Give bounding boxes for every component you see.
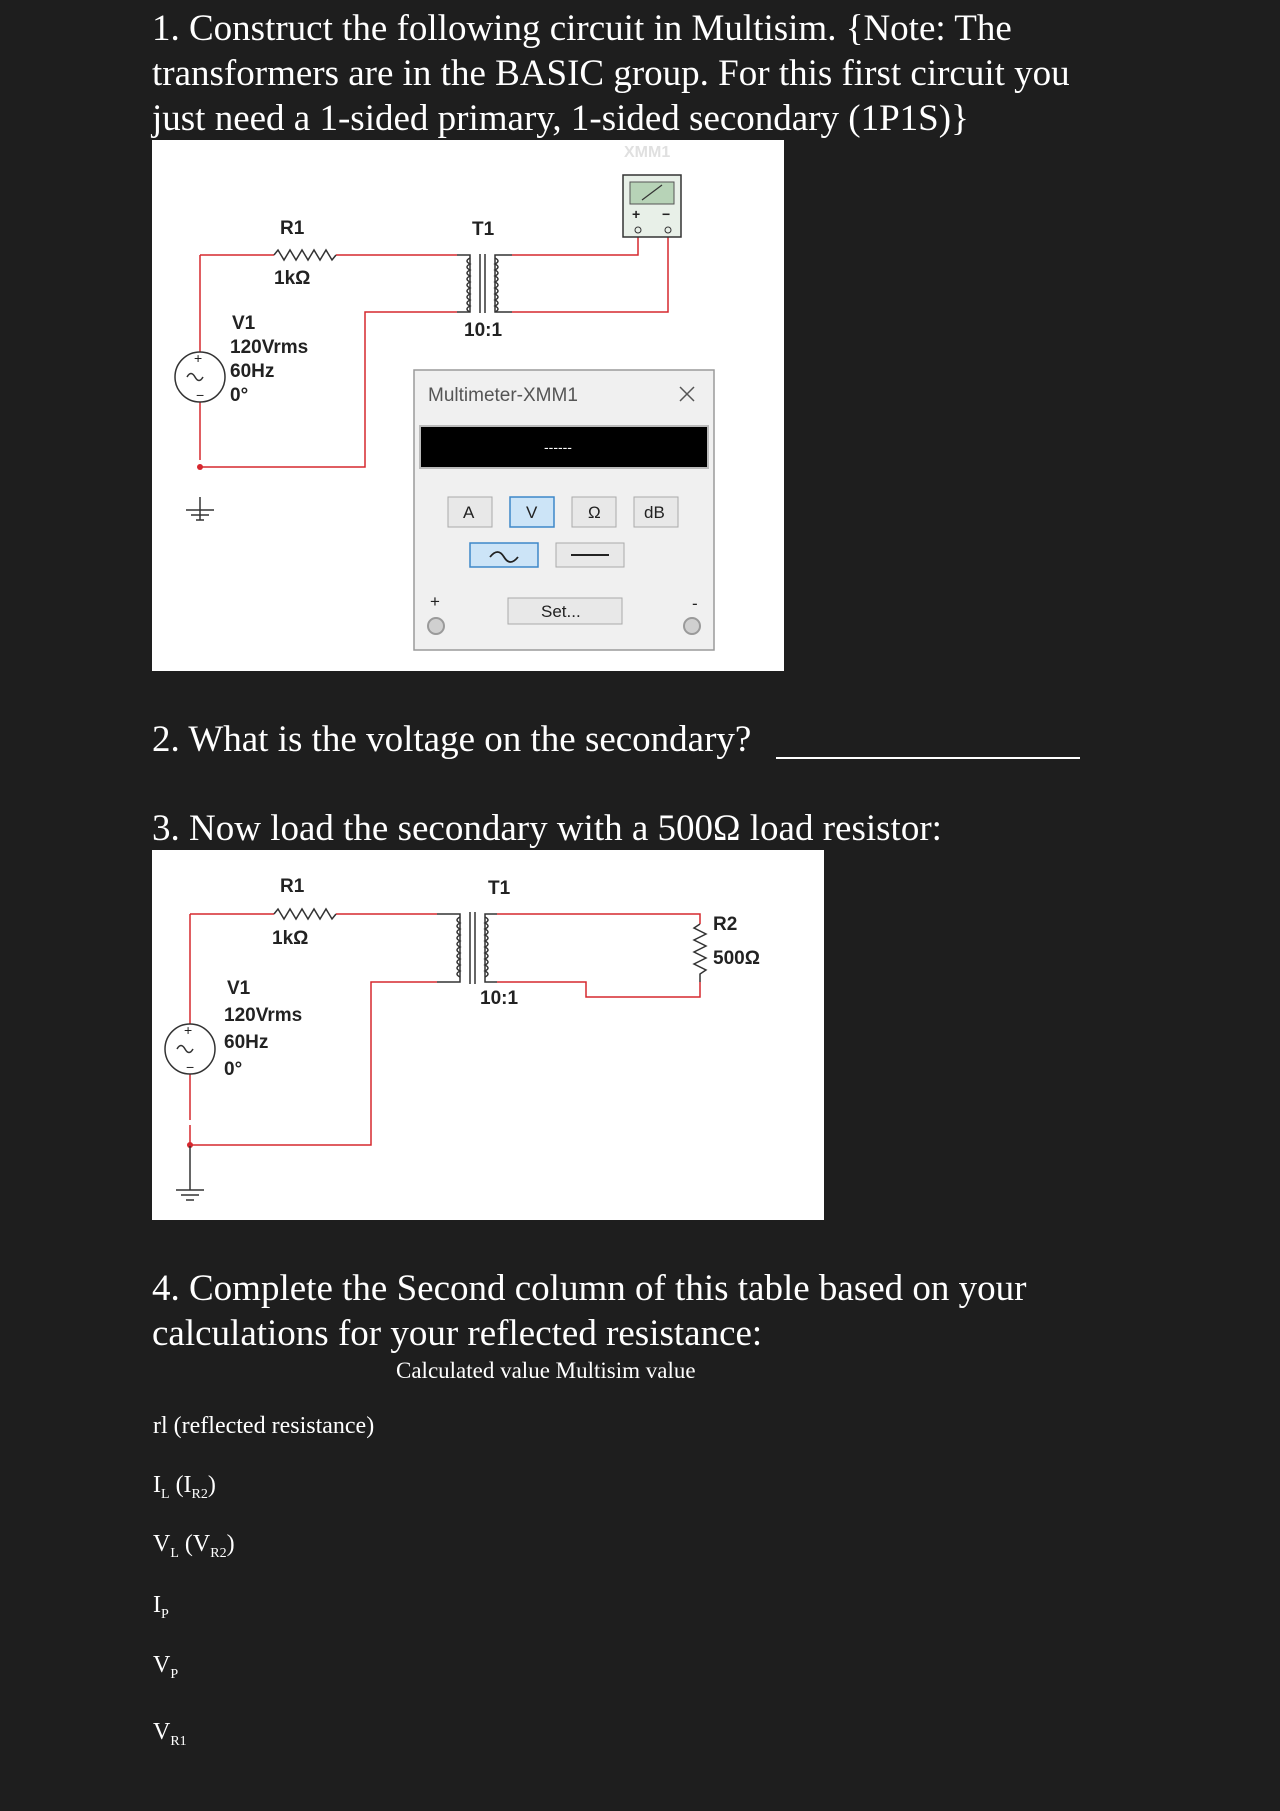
row-label-sub: P: [170, 1666, 179, 1682]
multimeter-icon: [623, 175, 681, 237]
source-phase: 0°: [224, 1059, 243, 1080]
column-calculated: Calculated value: [396, 1358, 550, 1383]
row-label: I: [153, 1472, 161, 1498]
svg-text:+: +: [184, 1022, 193, 1038]
resistor-r1-icon: [274, 909, 336, 919]
source-voltage: 120Vrms: [230, 337, 309, 358]
answer-line[interactable]: [776, 757, 1080, 759]
decibel-button[interactable]: [634, 497, 678, 527]
t1-ref: T1: [488, 878, 511, 899]
row-label-end: ): [207, 1472, 216, 1498]
row-label: rl (reflected resistance): [153, 1413, 375, 1439]
wire-secondary-bottom: [497, 982, 700, 997]
row-label-sub: L: [161, 1486, 170, 1502]
ac-source-icon: [165, 1022, 215, 1075]
svg-text:+: +: [632, 206, 641, 222]
table-row-ip: [153, 1592, 169, 1623]
table-row-il: [153, 1472, 216, 1503]
wire-secondary-bottom: [512, 237, 668, 312]
source-ref: V1: [227, 978, 251, 999]
r1-ref: R1: [280, 876, 305, 897]
display-readout: ------: [544, 439, 572, 455]
question-4: [152, 1266, 1112, 1356]
voltmeter-button[interactable]: [510, 497, 554, 527]
row-label-sub2: R2: [210, 1545, 227, 1561]
question-1-line-2: transformers are in the BASIC group. For this first circuit you: [152, 53, 1070, 94]
resistor-r2-icon: [694, 924, 706, 982]
set-button[interactable]: [508, 598, 622, 624]
circuit-2-diagram: [152, 850, 824, 1220]
svg-text:−: −: [662, 206, 671, 222]
wire-secondary-top: [497, 914, 700, 924]
source-phase: 0°: [230, 385, 249, 406]
ground-icon: [176, 1190, 204, 1200]
svg-text:−: −: [196, 387, 205, 403]
plus-terminal-label: +: [430, 592, 440, 611]
table-header: [396, 1358, 696, 1384]
source-frequency: 60Hz: [230, 361, 275, 382]
plus-terminal[interactable]: [428, 618, 444, 634]
t1-ratio: 10:1: [480, 988, 519, 1009]
row-label-sub: P: [161, 1606, 169, 1622]
svg-text:+: +: [194, 350, 203, 366]
row-label: V: [153, 1531, 171, 1557]
meter-ref: XMM1: [624, 144, 671, 161]
r1-ref: R1: [280, 218, 305, 239]
row-label: V: [153, 1652, 171, 1678]
table-row-vp: [153, 1652, 178, 1683]
circuit-2-screenshot: [152, 850, 824, 1220]
question-1-line-1: 1. Construct the following circuit in Multisim. {Note: The: [152, 8, 1012, 49]
table-row-reflected-resistance: [153, 1413, 374, 1440]
circuit-1-diagram: [152, 140, 784, 671]
t1-ref: T1: [472, 219, 495, 240]
minus-terminal-label: -: [692, 594, 698, 613]
ammeter-button[interactable]: [448, 497, 492, 527]
question-4-line-1: 4. Complete the Second column of this table based on your: [152, 1268, 1027, 1309]
ammeter-label: A: [463, 503, 475, 522]
set-label: Set...: [541, 602, 581, 621]
ohmmeter-button[interactable]: [572, 497, 616, 527]
row-label-end: ): [226, 1531, 235, 1557]
wire-secondary-top: [512, 237, 638, 255]
svg-text:−: −: [186, 1059, 195, 1075]
question-3: 3. Now load the secondary with a 500Ω load resistor:: [152, 808, 942, 849]
t1-ratio: 10:1: [464, 320, 503, 341]
transformer-t1-icon: [437, 912, 497, 984]
r1-value: 1kΩ: [274, 268, 311, 289]
circuit-1-screenshot: [152, 140, 784, 671]
source-voltage: 120Vrms: [224, 1005, 303, 1026]
row-label-rest: (I: [169, 1472, 192, 1498]
r1-value: 1kΩ: [272, 928, 309, 949]
question-1: [152, 6, 1152, 141]
row-label-sub: L: [170, 1545, 179, 1561]
multimeter-title: Multimeter-XMM1: [428, 385, 578, 406]
r2-value: 500Ω: [713, 948, 760, 969]
minus-terminal[interactable]: [684, 618, 700, 634]
row-label: I: [153, 1592, 161, 1618]
table-row-vl: [153, 1531, 235, 1562]
row-label: V: [153, 1719, 171, 1745]
r2-ref: R2: [713, 914, 738, 935]
question-2: 2. What is the voltage on the secondary?: [152, 719, 752, 760]
row-label-sub: R1: [170, 1733, 187, 1749]
multimeter-window[interactable]: [414, 370, 714, 650]
transformer-t1-icon: [457, 254, 512, 313]
source-ref: V1: [232, 313, 256, 334]
row-label-rest: (V: [178, 1531, 211, 1557]
question-4-line-2: calculations for your reflected resistance:: [152, 1313, 763, 1354]
junction-dot: [197, 464, 203, 470]
decibel-label: dB: [644, 503, 665, 522]
resistor-r1-icon: [274, 250, 336, 260]
row-label-sub2: R2: [191, 1486, 208, 1502]
ac-mode-button[interactable]: [470, 543, 538, 567]
voltmeter-label: V: [526, 503, 538, 522]
question-1-line-3: just need a 1-sided primary, 1-sided secondary (1P1S)}: [152, 98, 969, 139]
table-row-vr1: [153, 1719, 187, 1750]
column-multisim: Multisim value: [555, 1358, 696, 1383]
dc-mode-button[interactable]: [556, 543, 624, 567]
source-frequency: 60Hz: [224, 1032, 269, 1053]
ac-source-icon: [175, 350, 225, 403]
ohmmeter-label: Ω: [588, 503, 601, 522]
